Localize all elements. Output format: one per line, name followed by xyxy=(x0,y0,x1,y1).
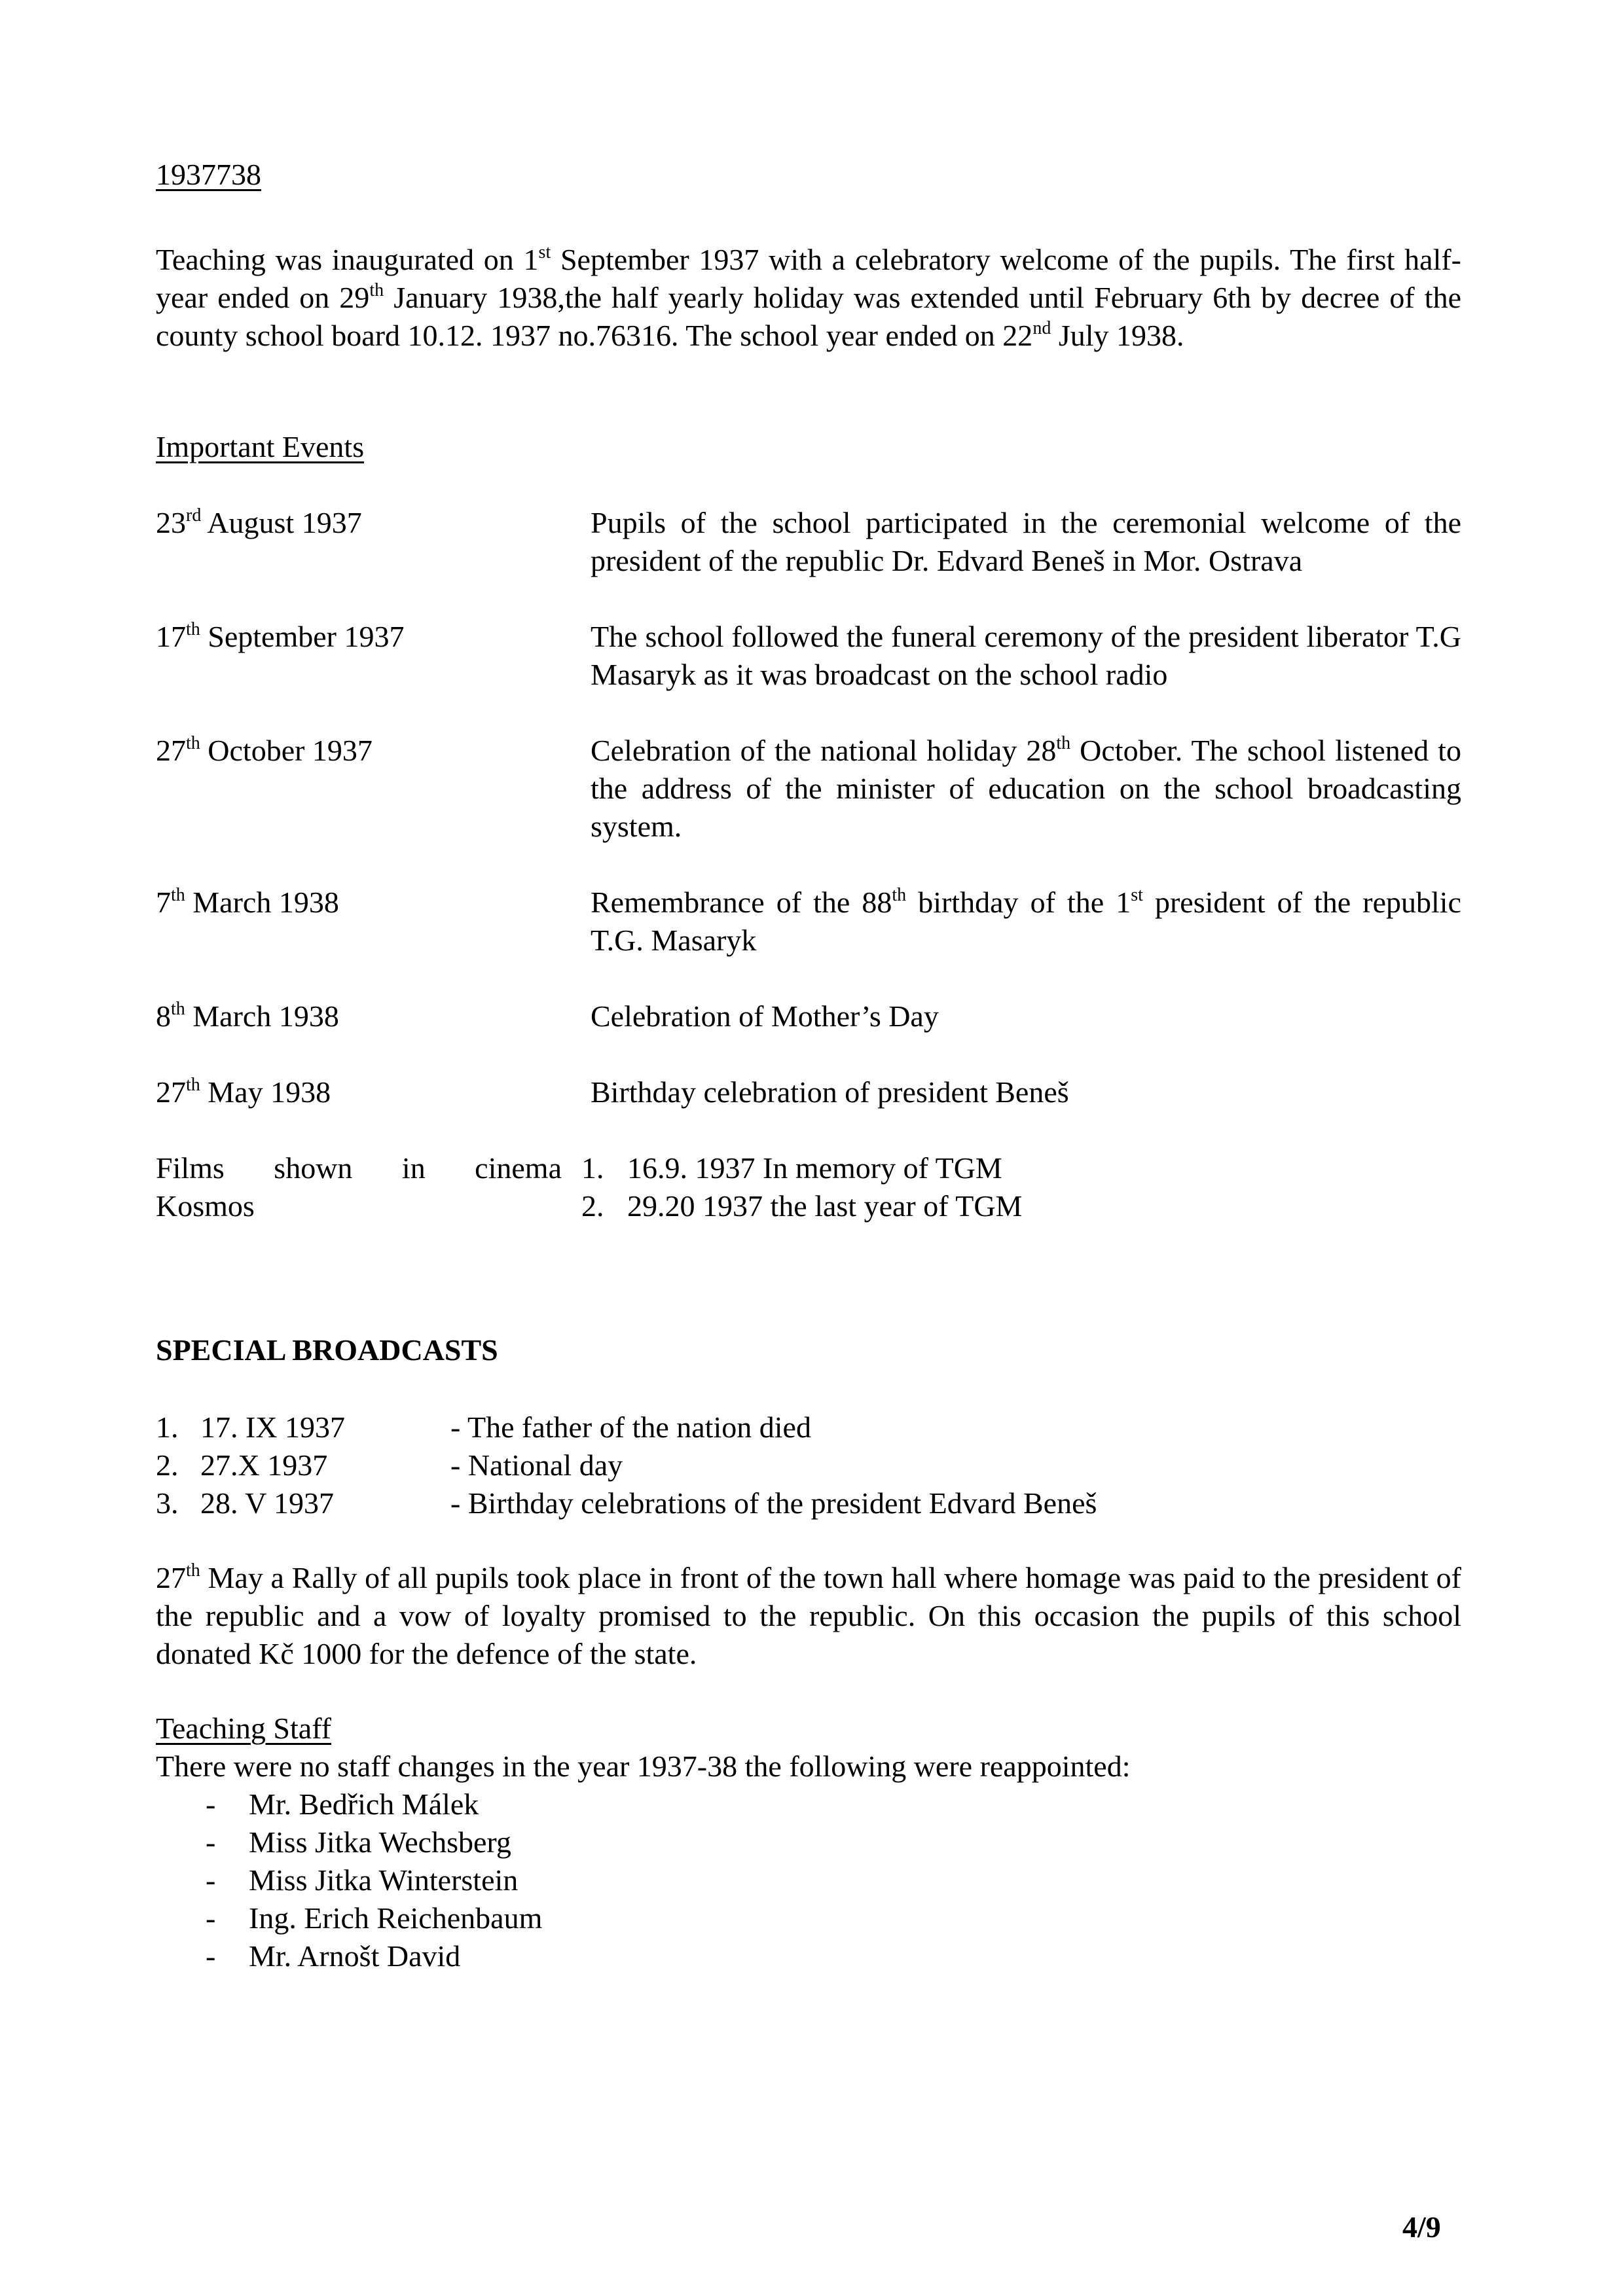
event-row xyxy=(156,504,1461,580)
event-row xyxy=(156,884,1461,960)
event-description: Celebration of the national holiday 28th October. The school listened to the address of the minister of education on the school broadcasting system. xyxy=(591,732,1461,843)
list-item: - Mr. Bedřich Málek xyxy=(206,1787,479,1821)
corrected-digit: 7 xyxy=(216,158,231,191)
event-date: 8th March 1938 xyxy=(156,998,339,1033)
films-section xyxy=(156,1149,1461,1225)
list-item: 3. 28. V 1937 - Birthday celebrations of the president Edvard Beneš xyxy=(156,1486,1097,1520)
event-row xyxy=(156,732,1461,846)
event-row xyxy=(156,618,1461,694)
teaching-staff-heading: Teaching Staff xyxy=(156,1712,332,1745)
special-broadcasts-heading: SPECIAL BROADCASTS xyxy=(156,1333,498,1367)
event-date: 27th October 1937 xyxy=(156,732,373,767)
event-date: 27th May 1938 xyxy=(156,1074,331,1109)
list-item: - Mr. Arnošt David xyxy=(206,1939,461,1973)
event-date: 17th September 1937 xyxy=(156,619,405,653)
event-row xyxy=(156,1073,1461,1111)
list-item: 2. 27.X 1937 - National day xyxy=(156,1448,623,1482)
event-date: 7th March 1938 xyxy=(156,884,339,919)
page-number: 4/9 xyxy=(1402,2210,1441,2244)
list-item: 1. 17. IX 1937 - The father of the nation died xyxy=(156,1410,811,1444)
films-list xyxy=(581,1149,1022,1225)
event-description: Birthday celebration of president Beneš xyxy=(591,1075,1069,1109)
films-label: Films shown in cinema Kosmos xyxy=(156,1151,562,1223)
event-description: Celebration of Mother’s Day xyxy=(591,999,939,1033)
event-description: Pupils of the school participated in the ceremonial welcome of the president of the republic Dr. Edvard Beneš in Mor. Ostrava xyxy=(591,506,1461,577)
list-item: 2. 29.20 1937 the last year of TGM xyxy=(581,1189,1023,1223)
important-events-heading: Important Events xyxy=(156,430,365,463)
event-date: 23rd August 1937 xyxy=(156,505,362,539)
event-row xyxy=(156,997,1461,1035)
intro-paragraph: Teaching was inaugurated on 1st September 1937 with a celebratory welcome of the pupils. The first half- year ended on 29th January 1938,the half yearly holiday was extended until February 6th by decree of the county school board 10.12. 1937 no.76316. The school year ended on 22nd July 1938. xyxy=(156,242,1461,352)
list-item: - Miss Jitka Winterstein xyxy=(206,1863,519,1897)
rally-paragraph: 27th May a Rally of all pupils took place in front of the town hall where homage was paid to the president of the republic and a vow of loyalty promised to the republic. On this occasion the pupils of this school donated Kč 1000 for the defence of the state. xyxy=(156,1560,1461,1670)
list-item: 1. 16.9. 1937 In memory of TGM xyxy=(581,1151,1002,1185)
event-description: The school followed the funeral ceremony of the president liberator T.G Masaryk as it was broadcast on the school radio xyxy=(591,620,1461,691)
broadcasts-list xyxy=(156,1408,1461,1522)
list-item: - Ing. Erich Reichenbaum xyxy=(206,1901,543,1935)
staff-list xyxy=(156,1785,1461,1975)
list-item: - Miss Jitka Wechsberg xyxy=(206,1825,511,1859)
page-title: 1937738 xyxy=(156,158,261,191)
event-description: Remembrance of the 88th birthday of the 1st president of the republic T.G. Masaryk xyxy=(591,884,1462,957)
teaching-staff-intro: There were no staff changes in the year 1937-38 the following were reappointed: xyxy=(156,1749,1131,1783)
